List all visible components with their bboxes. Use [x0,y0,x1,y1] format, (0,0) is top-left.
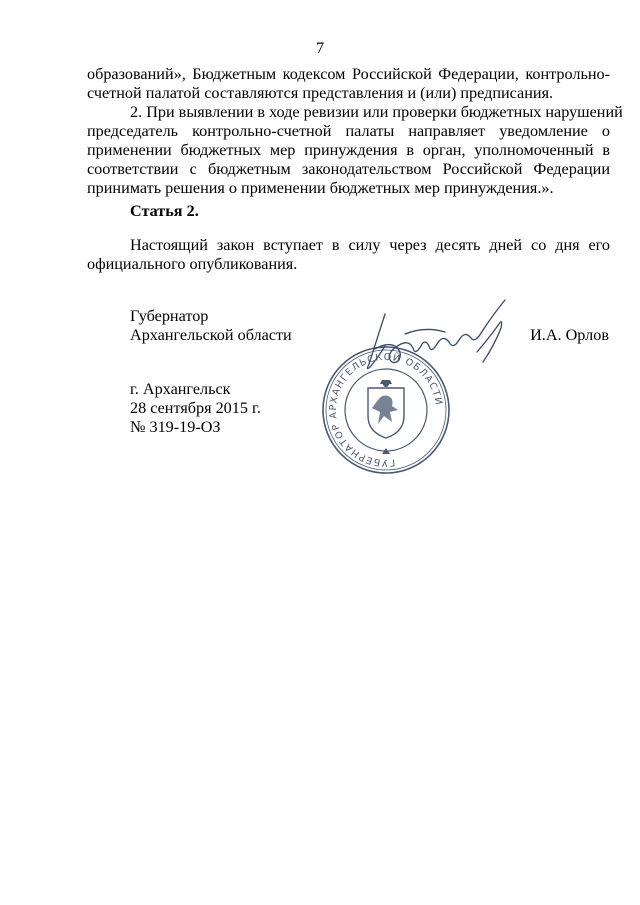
place-date-number [130,380,261,437]
signer-position [130,307,292,345]
seal-text: ГУБЕРНАТОР АРХАНГЕЛЬСКОЙ ОБЛАСТИ [327,351,444,469]
paragraph-1 [87,65,610,103]
handwritten-signature [355,294,525,374]
paragraph-2-line: принимать решения о применении бюджетных мер принуждения.». [87,179,554,197]
paragraph-3-line: официального опубликования. [87,255,298,273]
paragraph-2-line: соответствии с бюджетным законодательством Российской Федерации [87,160,610,178]
paragraph-2-line: применении бюджетных мер принуждения в орган, уполномоченный в [87,141,610,159]
paragraph-3-line: Настоящий закон вступает в силу через десять дней со дня его [130,236,610,254]
place-city: г. Архангельск [130,380,231,398]
coat-of-arms-icon [368,380,404,438]
article-heading: Статья 2. [130,202,199,220]
page-number: 7 [315,39,325,57]
signer-name: И.А. Орлов [530,326,609,344]
document-date: 28 сентября 2015 г. [130,399,261,417]
signer-position-line-2: Архангельской области [130,326,292,344]
signer-position-line-1: Губернатор [130,307,209,325]
paragraph-1-line: счетной палатой составляются представления и (или) предписания. [87,84,554,102]
paragraph-3 [87,236,610,274]
paragraph-1-line: образований», Бюджетным кодексом Российской Федерации, контрольно- [87,65,610,83]
document-number: № 319-19-ОЗ [130,418,221,436]
paragraph-2-line: председатель контрольно-счетной палаты направляет уведомление о [87,122,610,140]
paragraph-2-line: 2. При выявлении в ходе ревизии или проверки бюджетных нарушений [130,103,623,121]
paragraph-2 [87,103,623,198]
